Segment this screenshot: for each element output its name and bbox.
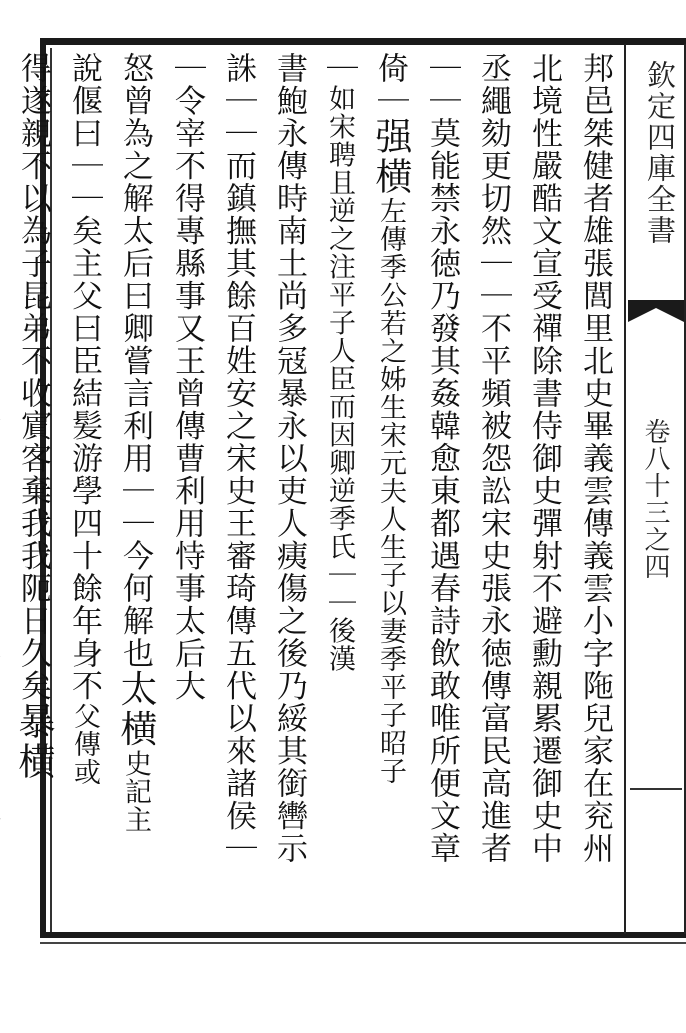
banxin-juan-number: 卷八十三之四: [640, 418, 670, 580]
frame-top-border: [44, 38, 686, 45]
main-text-block: [12, 52, 620, 928]
text-column-4: ｜｜莫能禁永徳乃發其姦韓愈東都遇春詩飲敢唯所便文章: [424, 52, 460, 865]
text-column-10: 怒曾為之解太后曰卿嘗言利用｜｜今何解也太横史記主: [114, 52, 157, 834]
frame-bottom-border: [40, 932, 686, 938]
text-column-2: 北境性嚴酷文宣受禪除書侍御史彈射不避勳親累遷御史中: [526, 52, 562, 865]
entry-heading: 暴横: [12, 702, 55, 782]
text-column-3: 丞繩劾更切然｜｜不平頻被怨訟宋史張永徳傳富民高進者: [475, 52, 511, 865]
frame-bottom-rule: [40, 942, 686, 944]
text-column-9: ｜令宰不得專縣事又王曾傳曹利用恃事太后大: [169, 52, 205, 702]
banxin-book-title: 欽定四庫全書: [643, 60, 677, 246]
text-column-11: 說偃曰｜｜矣主父曰臣結髪游學四十餘年身不父傳或: [66, 52, 102, 786]
entry-note: 左傳季公若之姊生宋元夫人生子以妻季平子昭子: [375, 197, 406, 785]
entry-note: 如宋聘且逆之注平子人臣而因卿逆季氏｜｜後漢: [324, 84, 355, 673]
entry-heading: 太横: [114, 669, 157, 750]
text-column-5: 倚｜强横左傳季公若之姊生宋元夫人生子以妻季平子昭子: [369, 52, 412, 785]
banxin-tick-mark: [630, 788, 682, 790]
text-column-6: ｜如宋聘且逆之注平子人臣而因卿逆季氏｜｜後漢: [321, 52, 357, 673]
entry-note: 史記主: [120, 749, 151, 834]
fishtail-mark-icon: [628, 300, 684, 322]
entry-note: 父傳或: [69, 702, 100, 786]
text-column-1: 邦邑桀健者雄張閭里北史畢義雲傳義雲小字陁兒家在兖州: [577, 52, 613, 865]
text-column-12: 得遂親不以為子昆弟不收賔客棄我我阨日久矣暴横: [12, 52, 55, 782]
entry-heading: 强横: [369, 117, 412, 197]
text-column-7: 書鮑永傳時南土尚多冦暴永以吏人痍傷之後乃綏其銜轡示: [271, 52, 307, 865]
banxin-left-rule: [624, 44, 626, 934]
text-column-8: 誅｜｜而鎮撫其餘百姓安之宋史王審琦傳五代以來諸侯｜: [220, 52, 256, 865]
